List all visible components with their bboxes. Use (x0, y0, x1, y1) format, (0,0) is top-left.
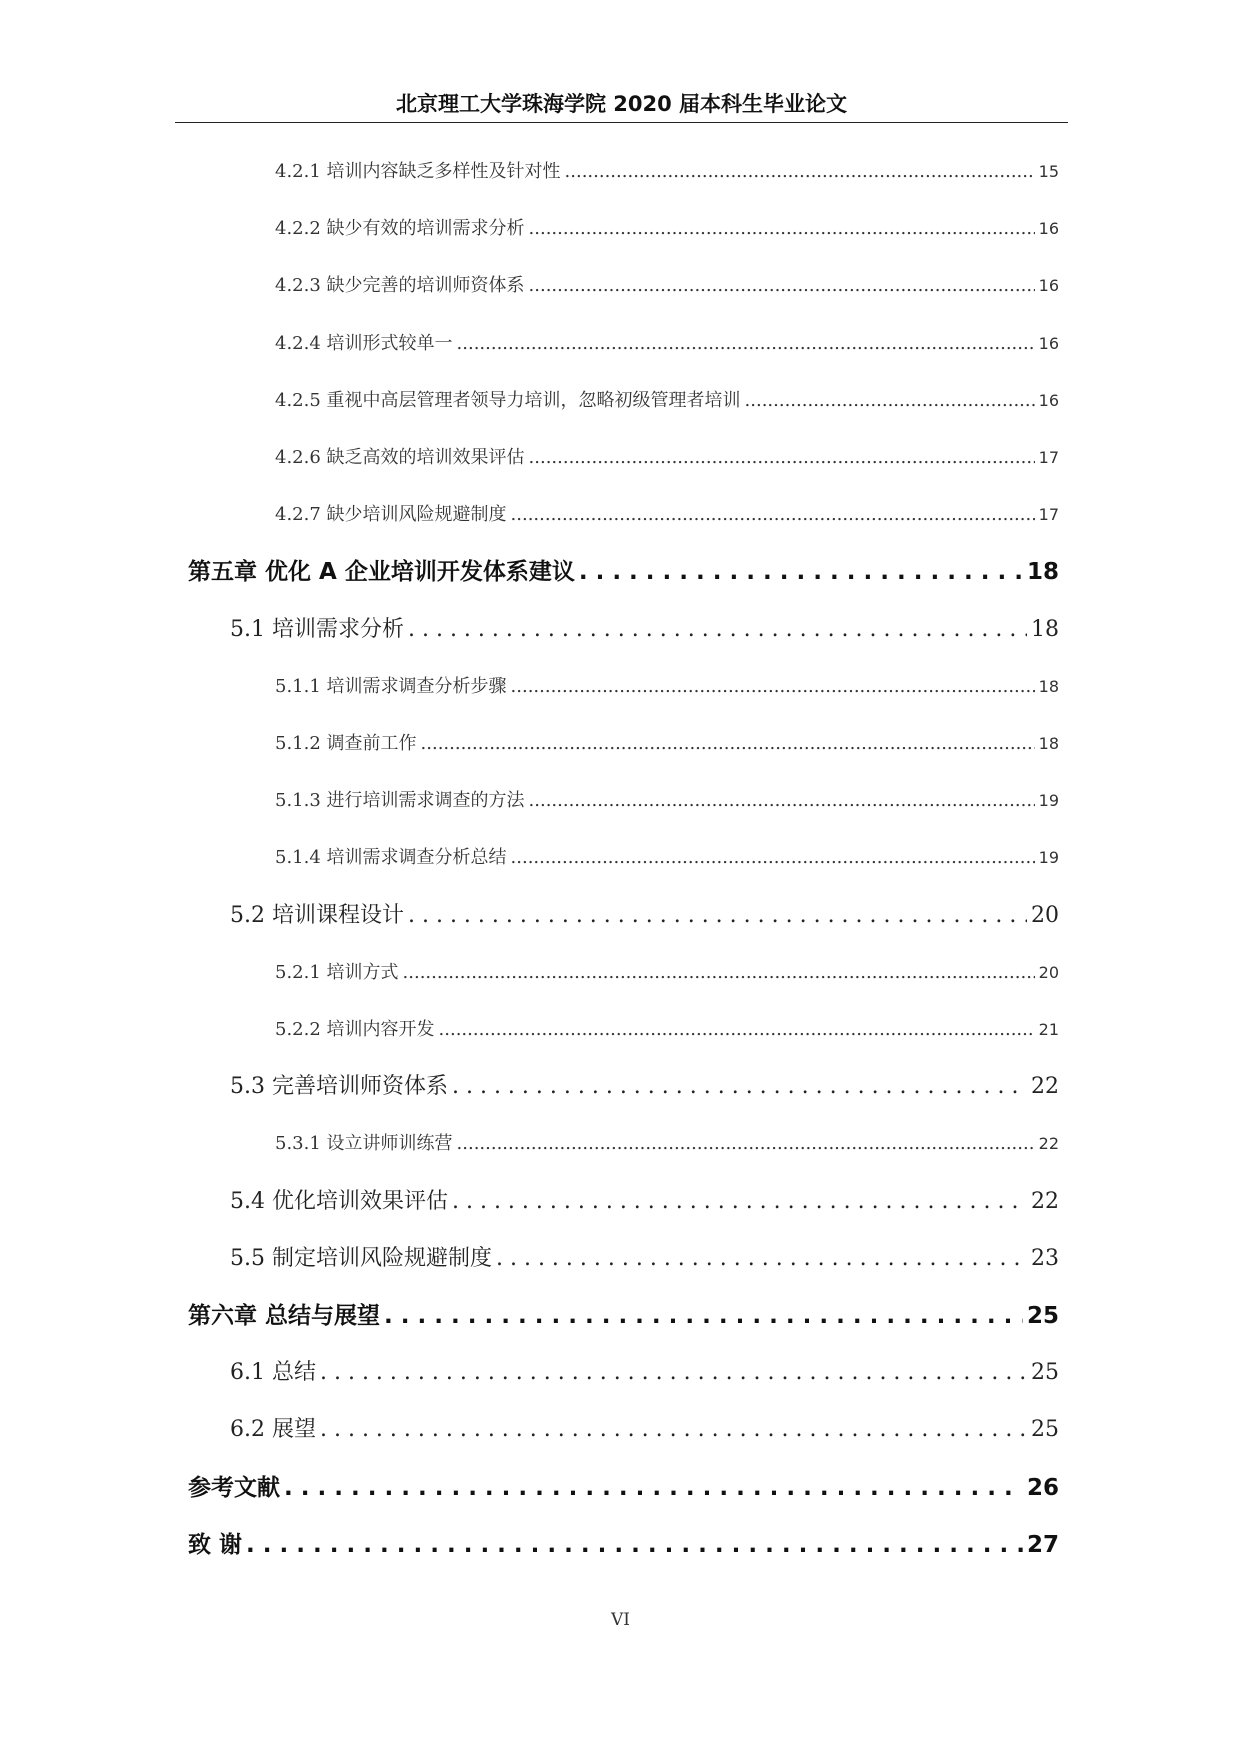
toc-entry-page: 17 (1038, 448, 1059, 467)
toc-entry-title: 5.1.3 进行培训需求调查的方法 (275, 790, 525, 811)
toc-entry-page: 22 (1031, 1074, 1059, 1099)
toc-entry-page: 25 (1031, 1417, 1059, 1442)
toc-entry-page: 16 (1038, 334, 1059, 353)
toc-dot-leader (457, 1130, 1035, 1158)
toc-entry[interactable] (275, 272, 1059, 300)
toc-entry[interactable] (275, 1016, 1059, 1044)
toc-dot-leader (529, 444, 1035, 472)
toc-entry[interactable] (275, 730, 1059, 758)
toc-entry-title: 5.2 培训课程设计 (230, 903, 404, 928)
toc-entry-title: 4.2.2 缺少有效的培训需求分析 (275, 218, 525, 239)
toc-entry[interactable] (230, 1186, 1059, 1218)
toc-entry-title: 5.5 制定培训风险规避制度 (230, 1246, 492, 1271)
toc-entry-page: 19 (1038, 791, 1059, 810)
toc-entry-page: 25 (1031, 1360, 1059, 1385)
toc-entry[interactable] (275, 501, 1059, 529)
toc-entry-page: 19 (1038, 848, 1059, 867)
toc-dot-leader (408, 614, 1027, 646)
toc-dot-leader (452, 1186, 1027, 1218)
toc-dot-leader (511, 844, 1035, 872)
toc-dot-leader (529, 272, 1035, 300)
toc-entry-page: 21 (1038, 1020, 1059, 1039)
toc-entry-page: 18 (1038, 734, 1059, 753)
toc-entry-title: 5.2.2 培训内容开发 (275, 1019, 435, 1040)
toc-entry-title: 5.3.1 设立讲师训练营 (275, 1133, 453, 1154)
toc-entry-title: 5.2.1 培训方式 (275, 962, 399, 983)
toc-entry-title: 5.1.2 调查前工作 (275, 733, 417, 754)
toc-entry-title: 4.2.5 重视中高层管理者领导力培训，忽略初级管理者培训 (275, 390, 741, 411)
toc-entry[interactable] (275, 330, 1059, 358)
toc-entry[interactable] (188, 1472, 1059, 1504)
toc-entry-title: 5.1.1 培训需求调查分析步骤 (275, 676, 507, 697)
toc-entry-page: 18 (1031, 617, 1059, 642)
toc-entry-title: 4.2.6 缺乏高效的培训效果评估 (275, 447, 525, 468)
toc-entry-title: 5.4 优化培训效果评估 (230, 1189, 448, 1214)
toc-entry[interactable] (275, 387, 1059, 415)
toc-dot-leader (565, 158, 1035, 186)
toc-entry-page: 23 (1031, 1246, 1059, 1271)
toc-dot-leader (452, 1071, 1027, 1103)
toc-entry-page: 20 (1031, 903, 1059, 928)
toc-entry[interactable] (188, 1529, 1059, 1561)
toc-dot-leader (284, 1472, 1023, 1504)
toc-entry[interactable] (230, 614, 1059, 646)
toc-entry-page: 18 (1026, 559, 1059, 585)
toc-entry-page: 20 (1038, 963, 1059, 982)
toc-entry-page: 22 (1031, 1189, 1059, 1214)
toc-entry-title: 6.2 展望 (230, 1417, 316, 1442)
toc-dot-leader (320, 1357, 1027, 1389)
running-header: 北京理工大学珠海学院 2020 届本科生毕业论文 (395, 92, 848, 116)
toc-entry-title: 5.1.4 培训需求调查分析总结 (275, 847, 507, 868)
toc-entry-title: 5.3 完善培训师资体系 (230, 1074, 448, 1099)
toc-entry-title: 致 谢 (188, 1532, 243, 1558)
toc-entry[interactable] (275, 844, 1059, 872)
toc-dot-leader (529, 787, 1035, 815)
toc-entry[interactable] (230, 900, 1059, 932)
toc-entry-title: 4.2.1 培训内容缺乏多样性及针对性 (275, 161, 561, 182)
toc-entry[interactable] (275, 158, 1059, 186)
toc-entry[interactable] (275, 1130, 1059, 1158)
toc-dot-leader (579, 556, 1023, 588)
toc-dot-leader (439, 1016, 1035, 1044)
toc-dot-leader (246, 1529, 1023, 1561)
toc-entry[interactable] (230, 1357, 1059, 1389)
toc-entry-page: 16 (1038, 276, 1059, 295)
toc-entry[interactable] (230, 1414, 1059, 1446)
toc-entry[interactable] (188, 1300, 1059, 1332)
toc-entry-page: 15 (1038, 162, 1059, 181)
toc-dot-leader (421, 730, 1035, 758)
toc-dot-leader (320, 1414, 1027, 1446)
toc-entry[interactable] (230, 1071, 1059, 1103)
toc-entry-title: 6.1 总结 (230, 1360, 316, 1385)
toc-dot-leader (457, 330, 1035, 358)
page-number: VI (611, 1610, 630, 1630)
toc-dot-leader (496, 1243, 1027, 1275)
toc-dot-leader (511, 673, 1035, 701)
toc-entry-page: 16 (1038, 219, 1059, 238)
toc-entry[interactable] (275, 444, 1059, 472)
toc-entry-page: 18 (1038, 677, 1059, 696)
toc-entry-title: 4.2.4 培训形式较单一 (275, 333, 453, 354)
toc-entry-title: 4.2.7 缺少培训风险规避制度 (275, 504, 507, 525)
toc-entry-title: 参考文献 (188, 1475, 280, 1501)
toc-dot-leader (511, 501, 1035, 529)
toc-entry[interactable] (275, 215, 1059, 243)
toc-dot-leader (408, 900, 1027, 932)
toc-dot-leader (384, 1300, 1023, 1332)
toc-entry[interactable] (275, 673, 1059, 701)
toc-dot-leader (529, 215, 1035, 243)
toc-entry-title: 5.1 培训需求分析 (230, 617, 404, 642)
toc-entry-page: 27 (1026, 1532, 1059, 1558)
toc-entry-title: 4.2.3 缺少完善的培训师资体系 (275, 275, 525, 296)
toc-dot-leader (745, 387, 1035, 415)
toc-entry[interactable] (188, 556, 1059, 588)
toc-entry-title: 第五章 优化 A 企业培训开发体系建议 (188, 559, 575, 585)
toc-entry[interactable] (275, 787, 1059, 815)
toc-entry[interactable] (275, 959, 1059, 987)
toc-entry-page: 16 (1038, 391, 1059, 410)
toc-entry-page: 17 (1038, 505, 1059, 524)
toc-entry-page: 26 (1026, 1475, 1059, 1501)
toc-entry-page: 25 (1026, 1303, 1059, 1329)
toc-entry[interactable] (230, 1243, 1059, 1275)
toc-dot-leader (403, 959, 1035, 987)
toc-entry-page: 22 (1038, 1134, 1059, 1153)
toc-entry-title: 第六章 总结与展望 (188, 1303, 381, 1329)
